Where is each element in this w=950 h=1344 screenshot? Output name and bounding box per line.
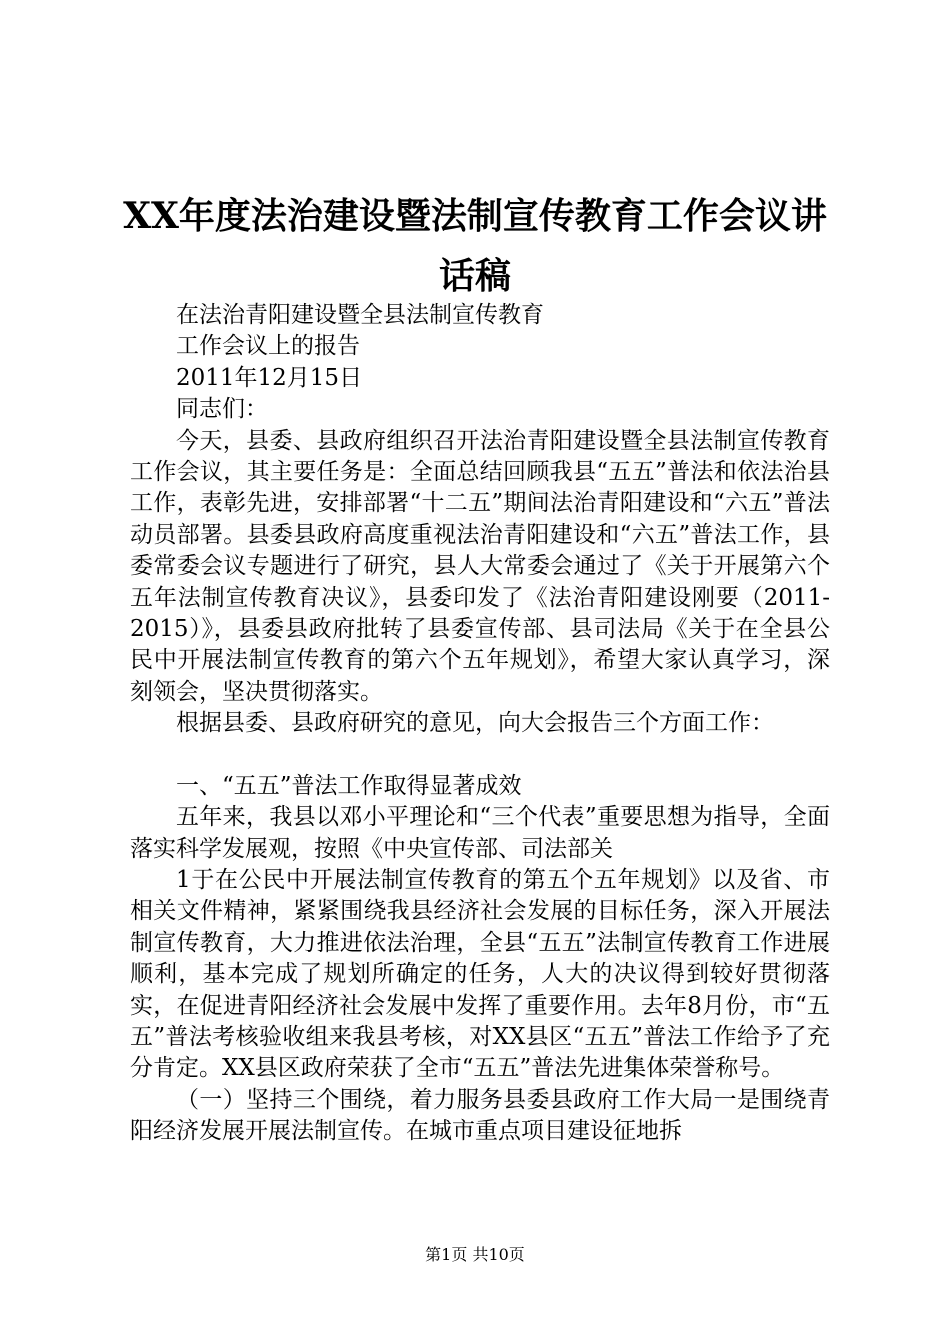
page-footer: 第1页 共10页 — [425, 1245, 525, 1264]
body-paragraph: 今天，县委、县政府组织召开法治青阳建设暨全县法制宣传教育工作会议，其主要任务是：全面总结回顾我县“五五”普法和依法治县工作，表彰先进，安排部署“十二五”期间法治青阳建设和“六五”普法动员部署。县委县政府高度重视法治青阳建设和“六五”普法工作，县委常委会议专题进行了研究，县人大常委会通过了《关于开展第六个五年法制宣传教育决议》，县委印发了《法治青阳建设刚要（2011-2015）》，县委县政府批转了县委宣传部、县司法局《关于在全县公民中开展法制宣传教育的第六个五年规划》，希望大家认真学习，深刻领会，坚决贯彻落实。 — [130, 427, 830, 705]
body-paragraph: 1于在公民中开展法制宣传教育的第五个五年规划》以及省、市相关文件精神，紧紧围绕我县经济社会发展的目标任务，深入开展法制宣传教育，大力推进依法治理，全县“五五”法制宣传教育工作进展顺利，基本完成了规划所确定的任务，人大的决议得到较好贯彻落实，在促进青阳经济社会发展中发挥了重要作用。去年8月份，市“五五”普法考核验收组来我县考核，对XX县区“五五”普法工作给予了充分肯定。XX县区政府荣获了全市“五五”普法先进集体荣誉称号。 — [130, 866, 830, 1082]
salutation: 同志们： — [176, 396, 268, 423]
document-title-line1: XX年度法治建设暨法制宣传教育工作会议讲 — [123, 195, 827, 237]
subtitle-line2: 工作会议上的报告 — [176, 333, 360, 360]
document-title-line2: 话稿 — [438, 255, 511, 297]
document-body — [130, 300, 830, 1148]
body-paragraph: （一）坚持三个围绕，着力服务县委县政府工作大局一是围绕青阳经济发展开展法制宣传。在城市重点项目建设征地拆 — [130, 1086, 830, 1145]
paragraph-gap — [130, 740, 830, 771]
subtitle-line1: 在法治青阳建设暨全县法制宣传教育 — [176, 302, 544, 328]
section-heading: 一、“五五”普法工作取得显著成效 — [176, 772, 522, 799]
body-paragraph: 五年来，我县以邓小平理论和“三个代表”重要思想为指导，全面落实科学发展观，按照《中央宣传部、司法部关 — [130, 804, 830, 862]
body-paragraph: 根据县委、县政府研究的意见，向大会报告三个方面工作： — [176, 710, 774, 737]
report-date: 2011年12月15日 — [176, 364, 363, 391]
